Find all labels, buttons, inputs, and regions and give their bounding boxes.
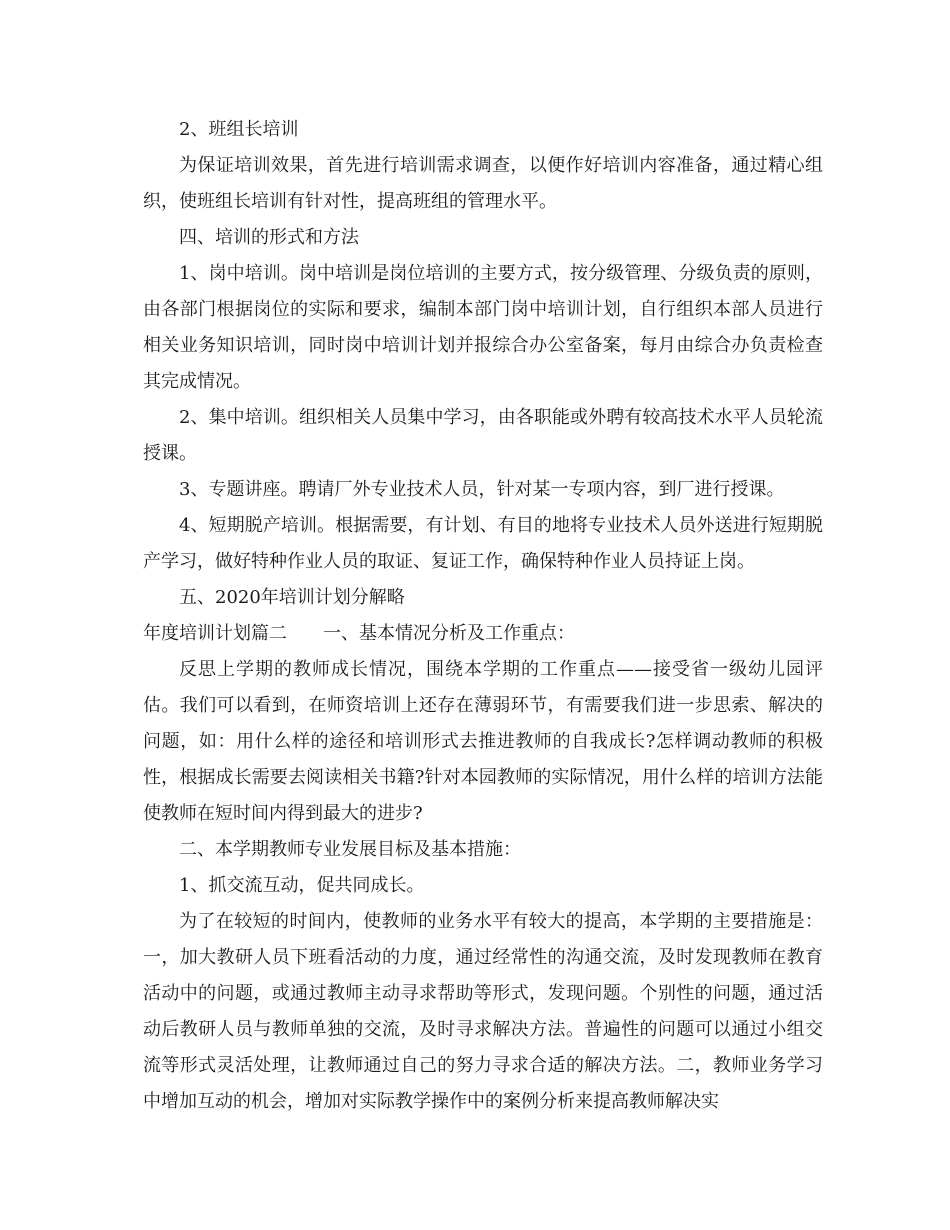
section-label: 年度培训计划篇二 <box>143 623 287 644</box>
paragraph: 反思上学期的教师成长情况，围绕本学期的工作重点——接受省一级幼儿园评估。我们可以看到，在师资培训上还存在薄弱环节，有需要我们进一步思索、解决的问题，如：用什么样的途径和培训形式去推进教师的自我成长?怎样调动教师的积极性，根据成长需要去阅读相关书籍?针对本园教师的实际情况，用什么样的培训方法能使教师在短时间内得到最大的进步? <box>143 659 823 824</box>
section-heading: 一、基本情况分析及工作重点： <box>323 623 575 644</box>
heading-team-leader-training: 2、班组长培训 <box>179 119 299 140</box>
paragraph: 4、短期脱产培训。根据需要，有计划、有目的地将专业技术人员外送进行短期脱产学习，做好特种作业人员的取证、复证工作，确保特种作业人员持证上岗。 <box>143 515 823 572</box>
paragraph: 1、岗中培训。岗中培训是岗位培训的主要方式，按分级管理、分级负责的原则，由各部门根据岗位的实际和要求，编制本部门岗中培训计划，自行组织本部人员进行相关业务知识培训，同时岗中培训计划并报综合办公室备案，每月由综合办负责检查其完成情况。 <box>143 263 823 392</box>
heading-exchange-interaction: 1、抓交流互动，促共同成长。 <box>179 875 425 896</box>
paragraph: 2、集中培训。组织相关人员集中学习，由各职能或外聘有较高技术水平人员轮流授课。 <box>143 407 823 464</box>
heading-training-forms: 四、培训的形式和方法 <box>179 227 359 248</box>
document-page <box>143 112 823 1120</box>
heading-development-goals: 二、本学期教师专业发展目标及基本措施： <box>179 839 521 860</box>
heading-plan-breakdown: 五、2020年培训计划分解略 <box>179 587 405 608</box>
section-title-line <box>143 616 823 652</box>
paragraph: 为了在较短的时间内，使教师的业务水平有较大的提高，本学期的主要措施是：一，加大教研人员下班看活动的力度，通过经常性的沟通交流，及时发现教师在教育活动中的问题，或通过教师主动寻求帮助等形式，发现问题。个别性的问题，通过活动后教研人员与教师单独的交流，及时寻求解决方法。普遍性的问题可以通过小组交流等形式灵活处理，让教师通过自己的努力寻求合适的解决方法。二，教师业务学习中增加互动的机会，增加对实际教学操作中的案例分析来提高教师解决实 <box>143 911 823 1112</box>
paragraph: 3、专题讲座。聘请厂外专业技术人员，针对某一专项内容，到厂进行授课。 <box>179 479 785 500</box>
paragraph: 为保证培训效果，首先进行培训需求调查，以便作好培训内容准备，通过精心组织，使班组长培训有针对性，提高班组的管理水平。 <box>143 155 823 212</box>
